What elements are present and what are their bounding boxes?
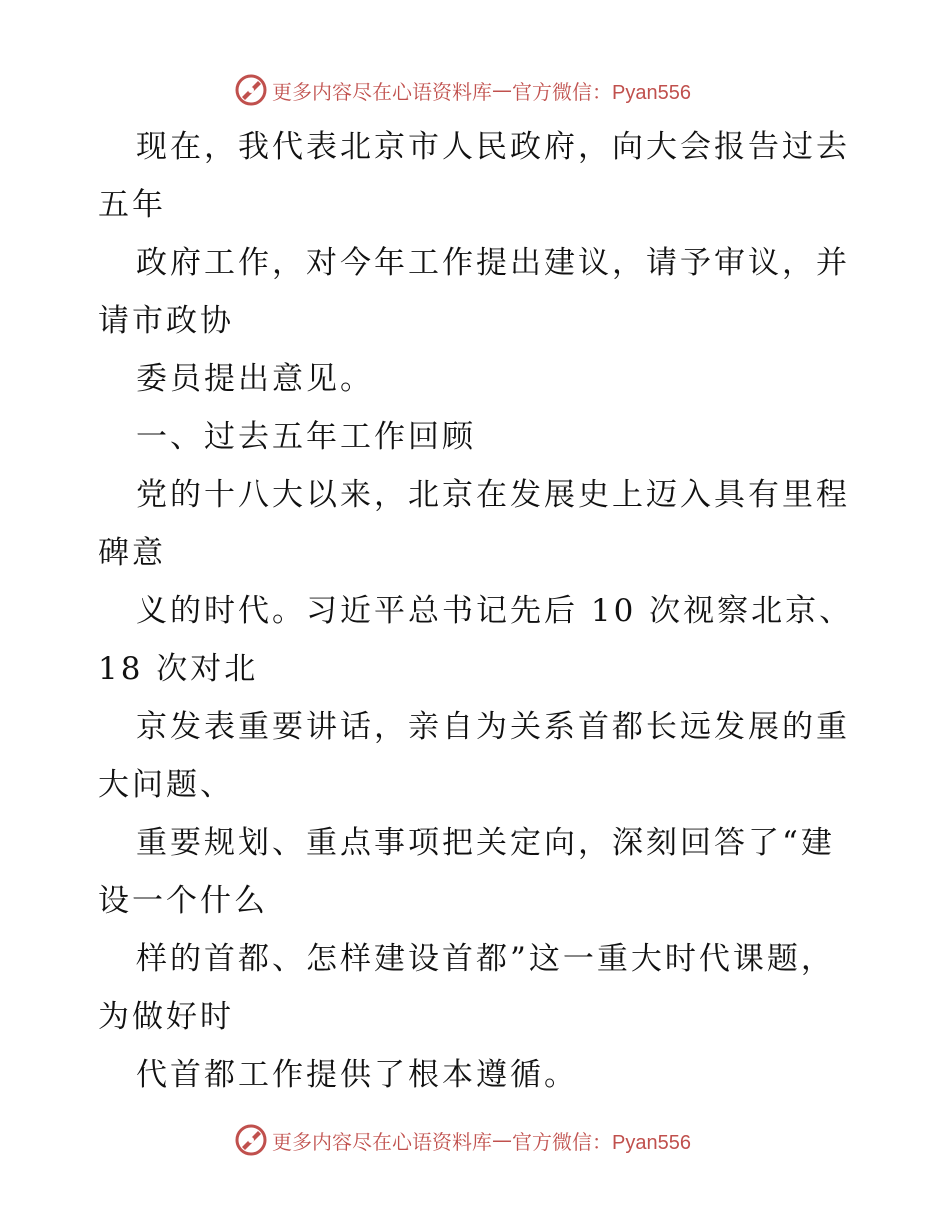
watermark-separator: — (492, 78, 512, 102)
text-line: 碑意 (98, 535, 166, 571)
watermark-text: 更多内容尽在心语资料库 (272, 1129, 492, 1154)
text-line: 18 次对北 (98, 651, 259, 687)
watermark-contact: 官方微信：Pyan556 (512, 81, 691, 104)
text-line: 党的十八大以来，北京在发展史上迈入具有里程 (136, 477, 850, 513)
document-body (98, 118, 858, 1104)
section-heading: 一、过去五年工作回顾 (136, 419, 476, 455)
text-line: 五年 (98, 187, 166, 223)
footer-watermark (234, 1122, 691, 1158)
text-line: 为做好时 (98, 999, 234, 1035)
header-watermark (234, 72, 691, 108)
watermark-contact: 官方微信：Pyan556 (512, 1131, 691, 1154)
quill-pen-logo-icon (234, 1123, 268, 1157)
text-line: 设一个什么 (98, 883, 268, 919)
text-line: 样的首都、怎样建设首都”这一重大时代课题， (136, 941, 835, 977)
text-line: 请市政协 (98, 303, 234, 339)
text-line: 现在，我代表北京市人民政府，向大会报告过去 (136, 129, 850, 165)
watermark-separator: — (492, 1128, 512, 1152)
text-line: 京发表重要讲话，亲自为关系首都长远发展的重 (136, 709, 850, 745)
watermark-text: 更多内容尽在心语资料库 (272, 79, 492, 104)
text-line: 委员提出意见。 (136, 361, 374, 397)
text-line: 重要规划、重点事项把关定向，深刻回答了“建 (136, 825, 835, 861)
text-line: 政府工作，对今年工作提出建议，请予审议，并 (136, 245, 850, 281)
text-line: 代首都工作提供了根本遵循。 (136, 1057, 578, 1093)
quill-pen-logo-icon (234, 73, 268, 107)
text-line: 义的时代。习近平总书记先后 10 次视察北京、 (136, 593, 854, 629)
text-line: 大问题、 (98, 767, 234, 803)
